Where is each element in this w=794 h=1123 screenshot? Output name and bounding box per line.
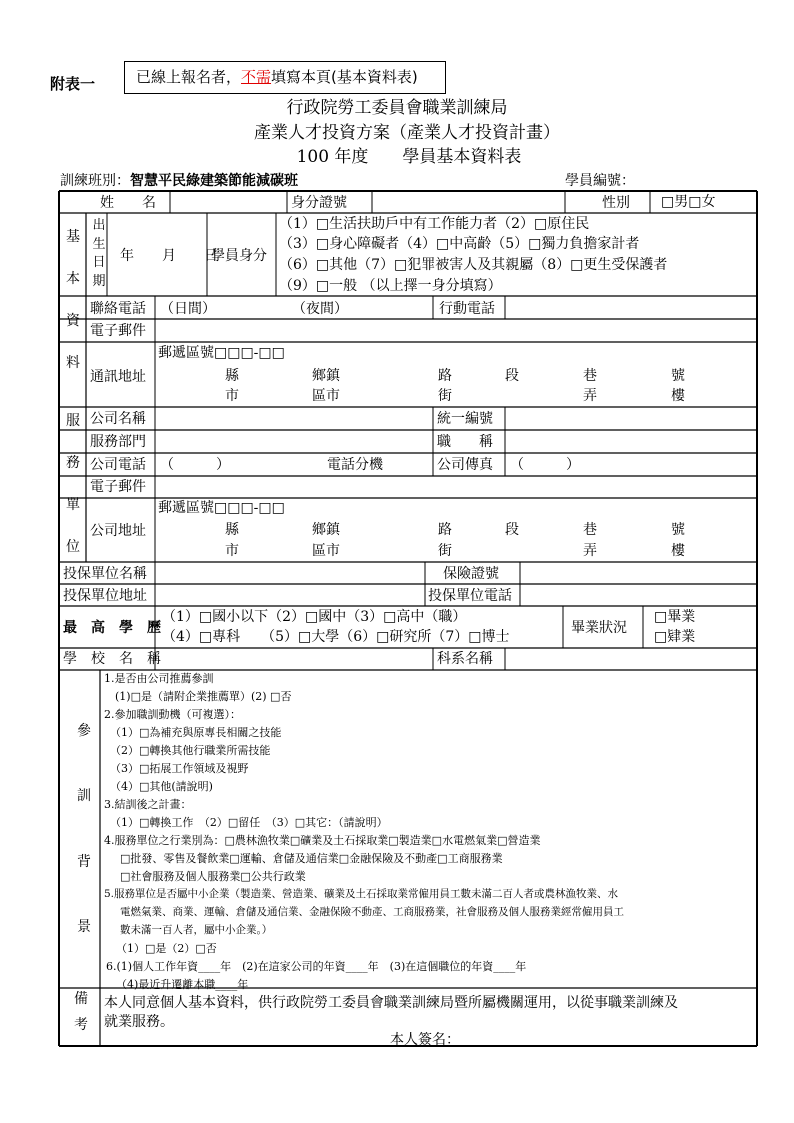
caddr-floor: 樓 (671, 543, 685, 559)
class-label: 訓練班別：智慧平民綠建築節能減碳班 (60, 173, 298, 189)
addr-floor: 樓 (671, 388, 685, 404)
caddr-lane: 巷 (583, 522, 597, 538)
title-1: 行政院勞工委員會職業訓練局 (286, 98, 508, 118)
addr-county: 縣 (225, 368, 239, 384)
female-checkbox[interactable]: □ (688, 194, 702, 210)
email-label: 電子郵件 (90, 323, 146, 339)
identity-option-2[interactable]: （3）□身心障礙者（4）□中高齡（5）□獨力負擔家計者 (279, 236, 640, 252)
notice-text: 已線上報名者，不需填寫本頁(基本資料表) (136, 68, 418, 86)
bg-line[interactable]: □社會服務及個人服務業□公共行政業 (120, 870, 306, 883)
fax-area: （ ） (510, 457, 580, 473)
ext-label: 電話分機 (327, 457, 383, 473)
phone-night: （夜間） (292, 301, 348, 317)
class-name: 智慧平民綠建築節能減碳班 (130, 173, 298, 189)
mobile-label: 行動電話 (439, 301, 495, 317)
caddr-road: 路 (438, 522, 452, 538)
company-label: 公司名稱 (90, 411, 146, 427)
bg-line[interactable]: （1）□為補充與原專長相關之技能 (110, 726, 282, 739)
signature-label: 本人簽名： (390, 1032, 460, 1048)
addr-city: 市 (225, 388, 239, 404)
bg-line[interactable]: （4）□其他(請說明) (110, 780, 213, 793)
name-label: 姓 名 (100, 195, 156, 211)
bg-line: 6.(1)個人工作年資____年 (2)在這家公司的年資____年 (3)在這個職位的年資____年 (106, 960, 527, 973)
company-email-label: 電子郵件 (90, 479, 146, 495)
birth-ymd: 年 月 日 (120, 248, 218, 264)
job-title-label: 職 稱 (437, 434, 493, 450)
grad-incomplete[interactable]: □肄業 (654, 629, 696, 645)
bg-line[interactable]: (1)□是（請附企業推薦單）(2) □否 (104, 690, 292, 703)
dept-label: 服務部門 (90, 434, 146, 450)
section-service: 服 務 單 位 (66, 413, 80, 555)
addr-street: 街 (438, 388, 452, 404)
addr-section: 段 (505, 368, 519, 384)
company-tel-area: （ ） (160, 457, 230, 473)
identity-option-4[interactable]: （9）□一般 （以上擇一身分填寫） (279, 278, 502, 294)
phone-label: 聯絡電話 (90, 301, 146, 317)
insure-cert-label: 保險證號 (443, 566, 499, 582)
addr-district: 區市 (312, 388, 340, 404)
edu-options-1[interactable]: （1）□國小以下（2）□國中（3）□高中（職） (162, 609, 467, 625)
grad-label: 畢業狀況 (571, 620, 627, 636)
caddr-district: 區市 (312, 543, 340, 559)
title-3: 100 年度 學員基本資料表 (296, 147, 522, 167)
caddr-street: 街 (438, 543, 452, 559)
address-label: 通訊地址 (90, 369, 146, 385)
major-label: 科系名稱 (437, 651, 493, 667)
caddr-alley: 弄 (583, 543, 597, 559)
insure-unit-label: 投保單位名稱 (63, 566, 147, 582)
addr-alley: 弄 (583, 388, 597, 404)
addr-road: 路 (438, 368, 452, 384)
bg-line: 1.是否由公司推薦參訓 (104, 672, 214, 685)
insure-addr-label: 投保單位地址 (63, 588, 147, 604)
identity-label: 學員身分 (211, 248, 267, 264)
student-no-label: 學員編號： (565, 173, 635, 189)
grad-graduated[interactable]: □畢業 (654, 609, 696, 625)
postal-code[interactable]: 郵遞區號□□□-□□ (158, 345, 285, 361)
birth-label: 出 生 日 期 (92, 218, 106, 289)
bg-line: 電燃氣業、商業、運輸、倉儲及通信業、金融保險不動產、工商服務業，社會服務及個人服務業經常僱用員工 (120, 906, 624, 918)
bg-line[interactable]: □批發、零售及餐飲業□運輸、倉儲及通信業□金融保險及不動產□工商服務業 (120, 852, 503, 865)
gender-options: □男□女 (661, 194, 716, 210)
addr-lane: 巷 (583, 368, 597, 384)
caddr-township: 鄉鎮 (312, 522, 340, 538)
company-addr-label: 公司地址 (90, 523, 146, 539)
annex-label: 附表一 (50, 75, 96, 93)
caddr-number: 號 (671, 522, 685, 538)
bg-line: （4)最近升遷離本職____年 (116, 978, 249, 991)
company-tel-label: 公司電話 (90, 457, 146, 473)
bg-line[interactable]: （1）□是（2）□否 (116, 942, 217, 955)
caddr-section: 段 (505, 522, 519, 538)
phone-day: （日間） (160, 301, 216, 317)
remark-text-1: 本人同意個人基本資料，供行政院勞工委員會職業訓練局暨所屬機關運用，以從事職業訓練及 (104, 995, 678, 1011)
identity-option-3[interactable]: （6）□其他（7）□犯罪被害人及其親屬（8）□更生受保護者 (279, 257, 668, 273)
addr-township: 鄉鎮 (312, 368, 340, 384)
bg-line[interactable]: 4.服務單位之行業別為：□農林漁牧業□礦業及土石採取業□製造業□水電燃氣業□營造業 (104, 834, 541, 847)
edu-label: 最 高 學 歷 (63, 620, 161, 636)
company-postal[interactable]: 郵遞區號□□□-□□ (158, 500, 285, 516)
id-label: 身分證號 (291, 195, 347, 211)
male-checkbox[interactable]: □ (661, 194, 675, 210)
gender-label: 性別 (602, 195, 630, 211)
remark-text-2: 就業服務。 (104, 1014, 174, 1030)
section-basic: 基 本 資 料 (66, 229, 80, 371)
edu-options-2[interactable]: （4）□專科 （5）□大學（6）□研究所（7）□博士 (162, 629, 510, 645)
insure-tel-label: 投保單位電話 (428, 588, 512, 604)
bg-line[interactable]: （1）□轉換工作 （2）□留任 （3）□其它：（請說明） (110, 816, 388, 829)
bg-line: 3.結訓後之計畫： (104, 798, 192, 811)
school-label: 學 校 名 稱 (63, 651, 161, 667)
caddr-county: 縣 (225, 522, 239, 538)
bg-line: 5.服務單位是否屬中小企業（製造業、營造業、礦業及土石採取業常僱用員工數未滿二百人者或農林漁牧業、水 (104, 888, 619, 900)
fax-label: 公司傳真 (437, 457, 493, 473)
bg-line: 數未滿一百人者，屬中小企業。） (120, 924, 273, 936)
section-remark: 備 考 (74, 991, 88, 1033)
bg-line[interactable]: （2）□轉換其他行職業所需技能 (110, 744, 271, 757)
tax-id-label: 統一編號 (437, 411, 493, 427)
title-2: 產業人才投資方案（產業人才投資計畫） (254, 123, 560, 143)
identity-option-1[interactable]: （1）□生活扶助戶中有工作能力者（2）□原住民 (279, 216, 590, 232)
bg-line[interactable]: （3）□拓展工作領域及視野 (110, 762, 249, 775)
bg-line: 2.參加職訓動機（可複選）： (104, 708, 241, 721)
section-background: 參 訓 背 景 (77, 723, 91, 935)
caddr-city: 市 (225, 543, 239, 559)
addr-number: 號 (671, 368, 685, 384)
